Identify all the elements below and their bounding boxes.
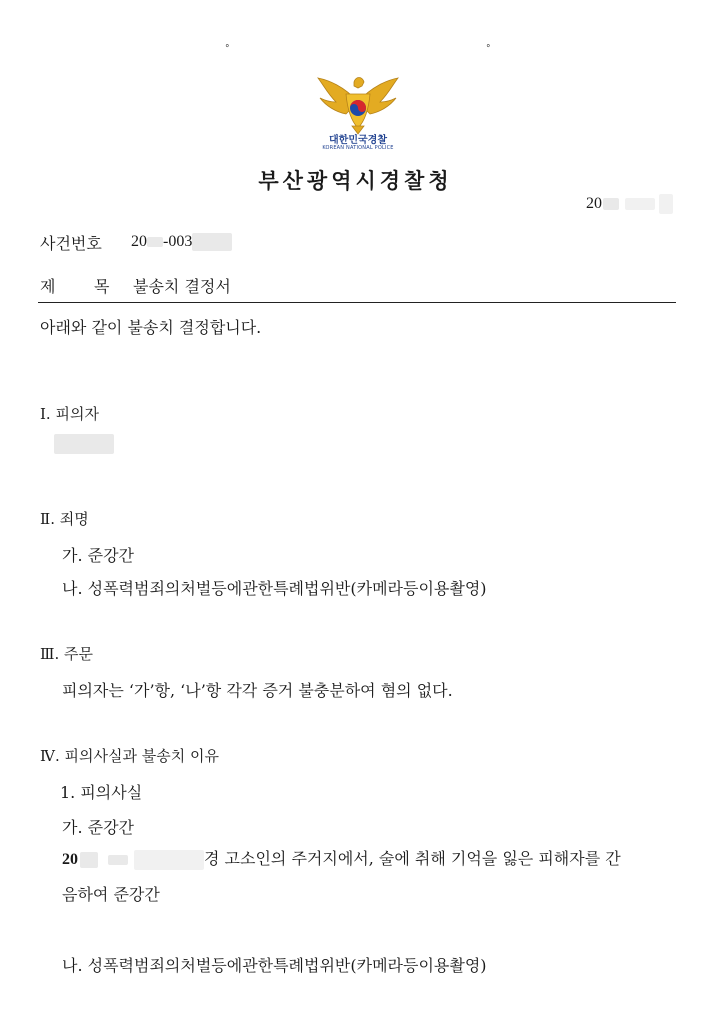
charge-item-2: 나. 성폭력범죄의처벌등에관한특례법위반(카메라등이용촬영) [62, 579, 487, 598]
title-label-2: 목 [94, 277, 110, 296]
section-2-heading: Ⅱ. 죄명 [40, 510, 89, 528]
redacted-fact-2 [108, 855, 128, 865]
corner-mark-left: ° [225, 44, 230, 54]
document-date [586, 193, 673, 214]
charge-item-1: 가. 준강간 [62, 546, 134, 565]
intro-text: 아래와 같이 불송치 결정합니다. [40, 318, 262, 337]
fact-prefix: 20 [62, 851, 78, 868]
fact-line-1 [62, 846, 621, 870]
fact-line-2: 음하여 준강간 [62, 885, 160, 904]
decision-text: 피의자는 ‘가’항, ‘나’항 각각 증거 불충분하여 혐의 없다. [62, 681, 453, 700]
case-mid: -003 [163, 233, 193, 250]
redacted-date-1 [603, 198, 619, 210]
case-number [131, 231, 232, 251]
corner-mark-right: ° [486, 44, 491, 54]
agency-title: 부산광역시경찰청 [258, 168, 453, 193]
subsection-facts: 1. 피의사실 [60, 783, 143, 802]
title-label-1: 제 [40, 277, 56, 296]
redacted-case-1 [147, 237, 163, 247]
redacted-date-2 [625, 198, 655, 210]
fact-item-ga: 가. 준강간 [62, 818, 134, 837]
section-4-heading: Ⅳ. 피의사실과 불송치 이유 [40, 747, 219, 765]
redacted-suspect-name [54, 433, 114, 454]
redacted-fact-1 [80, 852, 98, 868]
case-number-label: 사건번호 [40, 234, 102, 253]
divider-line [38, 302, 676, 303]
logo-text-en: KOREAN NATIONAL POLICE [322, 145, 394, 151]
fact-text-1: 경 고소인의 주거지에서, 술에 취해 기억을 잃은 피해자를 간 [204, 849, 621, 868]
redacted-case-2 [192, 233, 232, 251]
section-3-heading: Ⅲ. 주문 [40, 645, 93, 663]
redacted-fact-3 [134, 850, 204, 870]
case-prefix: 20 [131, 233, 147, 250]
title-value: 불송치 결정서 [133, 277, 231, 296]
date-prefix: 20 [586, 195, 602, 212]
redacted-date-3 [659, 194, 673, 214]
logo-text-ko: 대한민국경찰 [329, 135, 387, 146]
redacted-block [54, 434, 114, 454]
fact-item-na: 나. 성폭력범죄의처벌등에관한특례법위반(카메라등이용촬영) [62, 956, 487, 975]
section-1-heading: Ⅰ. 피의자 [40, 405, 99, 423]
